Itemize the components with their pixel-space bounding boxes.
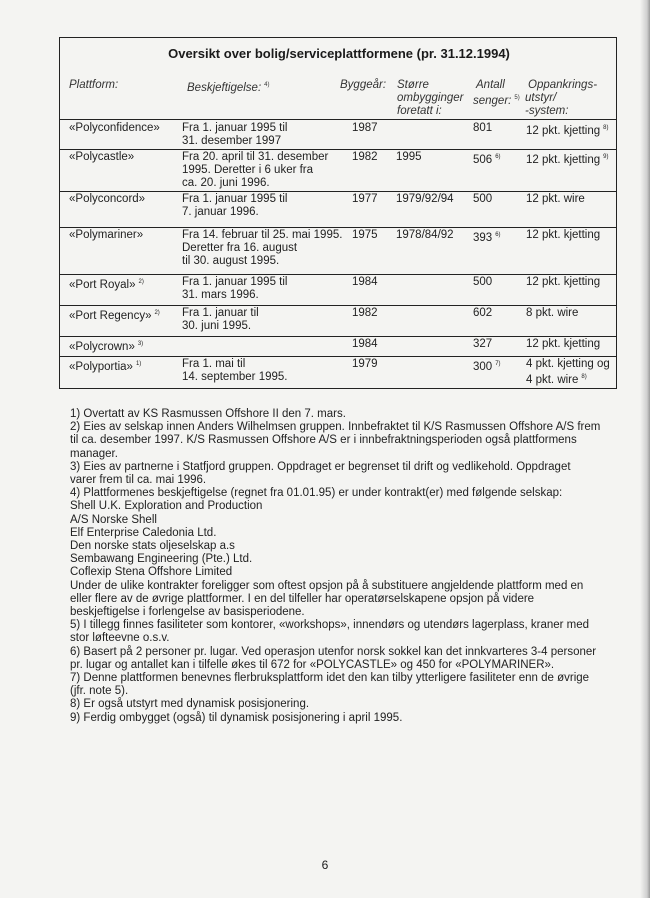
platform-name-text: «Polycrown» (69, 341, 135, 353)
built-year: 1984 (352, 276, 378, 288)
platform-footnote-ref: 2) (154, 310, 160, 316)
mooring-line (526, 122, 609, 138)
bed-count (473, 358, 501, 374)
mooring-line (526, 193, 585, 206)
mooring-line-text: 4 pkt. kjetting og (526, 358, 610, 370)
footnote-line: stor løfteevne o.s.v. (70, 632, 170, 645)
mooring-system (526, 229, 600, 242)
mooring-line-text: 4 pkt. wire (526, 374, 579, 386)
mooring-line-text: 12 pkt. wire (526, 193, 585, 205)
footnote-line: 3) Eies av partnerne i Statfjord gruppen. Oppdraget er begrenset til drift og vedlikehold. Oppdraget (70, 460, 571, 473)
employment-line: Fra 1. januar 1995 til (182, 276, 288, 288)
footnote-line: Shell U.K. Exploration and Production (70, 500, 263, 513)
mooring-line (526, 276, 600, 289)
employment-line: Deretter fra 16. august (182, 242, 298, 254)
table-rule (60, 149, 616, 150)
employment-period (182, 276, 287, 302)
built-year: 1984 (352, 338, 378, 350)
footnote-line: Coflexip Stena Offshore Limited (70, 566, 233, 579)
bed-count-text: 327 (473, 338, 493, 350)
bed-count-text: 300 (473, 361, 493, 373)
footnote-line: A/S Norske Shell (70, 513, 157, 526)
table-rule (60, 274, 616, 275)
bed-count (473, 229, 501, 245)
footnote (70, 712, 620, 725)
beds-footnote-ref: 6) (495, 232, 501, 238)
platform-name (69, 151, 134, 164)
platform-name-text: «Polyconcord» (69, 193, 146, 205)
bed-count (473, 122, 492, 135)
footnote (70, 646, 620, 672)
page-number: 6 (321, 858, 329, 872)
footnote (70, 672, 620, 698)
platform-name-text: «Polycastle» (69, 151, 135, 163)
employment-line: 31. mars 1996. (182, 289, 259, 301)
mooring-system (526, 276, 600, 289)
platform-name (69, 193, 145, 206)
footnote-line: Sembawang Engineering (Pte.) Ltd. (70, 553, 253, 566)
footnote-line: Den norske stats oljeselskap a.s (70, 540, 235, 553)
table-rule (60, 336, 616, 337)
footnote-line: Under de ulike kontrakter foreligger som oftest opsjon på å substituere angjeldende plattform med en (70, 579, 584, 592)
mooring-footnote-ref: 8) (581, 374, 587, 380)
bed-count (473, 151, 501, 167)
footnote-line: 6) Basert på 2 personer pr. lugar. Ved operasjon utenfor norsk sokkel kan det innkvarteres 3-4 personer (70, 645, 597, 658)
mooring-line-text: 12 pkt. kjetting (526, 125, 601, 137)
employment-line: Fra 1. mai til (182, 358, 246, 370)
platform-name-text: «Polyconfidence» (69, 122, 160, 134)
header-built: Byggeår: (340, 79, 387, 91)
header-platform: Plattform: (69, 79, 119, 91)
employment-line: Fra 1. januar 1995 til (182, 193, 288, 205)
beds-footnote-ref: 7) (495, 361, 501, 367)
footnotes (70, 408, 620, 725)
table-title: Oversikt over bolig/serviceplattformene (pr. 31.12.1994) (168, 46, 510, 61)
rebuild-years: 1979/92/94 (396, 193, 454, 205)
bed-count-text: 801 (473, 122, 493, 134)
bed-count-text: 602 (473, 307, 493, 319)
bed-count (473, 307, 492, 320)
footnote (70, 487, 620, 619)
employment-period (182, 307, 259, 333)
bed-count (473, 338, 492, 351)
footnote-line: manager. (70, 447, 118, 460)
table-rule (60, 388, 616, 389)
employment-line: Fra 14. februar til 25. mai 1995. (182, 229, 343, 241)
mooring-system (526, 122, 609, 138)
platform-footnote-ref: 1) (135, 361, 142, 367)
employment-period (182, 193, 287, 219)
platform-name-text: «Polyportia» (69, 361, 133, 373)
table-rule (60, 356, 616, 357)
footnote (70, 408, 620, 421)
footnote-line: (jfr. note 5). (70, 685, 129, 698)
mooring-line-text: 12 pkt. kjetting (526, 276, 601, 288)
platform-name (69, 338, 143, 354)
platform-name-text: «Port Royal» (69, 279, 136, 291)
footnote-line: 9) Ferdig ombygget (også) til dynamisk posisjonering i april 1995. (70, 711, 403, 724)
employment-line: Fra 1. januar til (182, 307, 259, 319)
table-rule (60, 305, 616, 306)
mooring-footnote-ref: 9) (603, 154, 609, 160)
bed-count (473, 193, 492, 206)
employment-period (182, 151, 328, 190)
footnote-line: beskjeftigelse i forlengelse av basisperiodene. (70, 606, 305, 619)
header-rebuild: Større ombygginger foretatt i: (397, 79, 464, 117)
footnote (70, 421, 620, 461)
table-rule (60, 191, 616, 192)
bed-count (473, 276, 492, 289)
footnote-line: 1) Overtatt av KS Rasmussen Offshore II den 7. mars. (70, 408, 346, 420)
built-year: 1982 (352, 151, 378, 163)
page-edge-shadow (640, 0, 650, 898)
header-beds: Antall senger: $^{5)}$ (473, 79, 520, 107)
built-year: 1975 (352, 229, 378, 241)
mooring-system (526, 338, 600, 351)
mooring-line (526, 338, 600, 351)
platform-footnote-ref: 2) (138, 279, 144, 285)
employment-line: Fra 1. januar 1995 til (182, 122, 288, 134)
header-employment: Beskjeftigelse: $^{4)}$ (187, 82, 270, 94)
footnote-line: 5) I tillegg finnes fasiliteter som kontorer, «workshops», innendørs og utendørs lagerplass, kraner med (70, 619, 590, 632)
footnote-line: 7) Denne plattformen benevnes flerbruksplattform idet den kan tilby ytterligere fasiliteter enn de øvrige (70, 672, 590, 685)
footnote (70, 698, 620, 711)
rebuild-years: 1978/84/92 (396, 229, 454, 241)
mooring-line-text: 12 pkt. kjetting (526, 338, 601, 350)
mooring-line (526, 229, 600, 242)
built-year: 1977 (352, 193, 378, 205)
built-year: 1987 (352, 122, 378, 134)
footnote-line: 8) Er også utstyrt med dynamisk posisjonering. (70, 698, 310, 711)
mooring-system (526, 358, 610, 387)
employment-line: ca. 20. juni 1996. (182, 177, 270, 189)
platform-footnote-ref: 3) (137, 341, 144, 347)
mooring-system (526, 193, 585, 206)
platform-table (59, 37, 617, 389)
table-rule (60, 119, 616, 120)
bed-count-text: 393 (473, 232, 493, 244)
bed-count-text: 500 (473, 276, 493, 288)
footnote-line: pr. lugar og antallet kan i tilfelle økes til 672 for «POLYCASTLE» og 450 for «POLYMARINER». (70, 658, 555, 671)
platform-name-text: «Port Regency» (69, 310, 152, 322)
rebuild-years: 1995 (396, 151, 422, 163)
platform-name (69, 122, 160, 135)
employment-period (182, 358, 288, 384)
mooring-line (526, 371, 610, 387)
footnote (70, 461, 620, 487)
footnote-line: 2) Eies av selskap innen Anders Wilhelmsen gruppen. Innbefraktet til K/S Rasmussen Offshore A/S frem (70, 421, 601, 434)
mooring-line (526, 358, 610, 371)
employment-period (182, 122, 287, 148)
built-year: 1979 (352, 358, 378, 370)
footnote (70, 619, 620, 645)
footnote-line: 4) Plattformenes beskjeftigelse (regnet fra 01.01.95) er under kontrakt(er) med følgende selskap: (70, 487, 563, 500)
header-mooring: Oppankrings- utstyr/ -system: (525, 79, 598, 117)
mooring-line (526, 151, 609, 167)
footnote-line: Elf Enterprise Caledonia Ltd. (70, 526, 217, 539)
platform-name (69, 358, 141, 374)
platform-name (69, 307, 160, 323)
built-year: 1982 (352, 307, 378, 319)
platform-name (69, 276, 144, 292)
employment-line: 31. desember 1997 (182, 135, 282, 147)
mooring-footnote-ref: 8) (603, 125, 609, 131)
employment-line: 30. juni 1995. (182, 320, 252, 332)
mooring-line (526, 307, 578, 320)
employment-line: til 30. august 1995. (182, 255, 280, 267)
beds-footnote-ref: 6) (495, 154, 501, 160)
bed-count-text: 506 (473, 154, 493, 166)
mooring-system (526, 151, 609, 167)
mooring-line-text: 12 pkt. kjetting (526, 229, 601, 241)
employment-line: 14. september 1995. (182, 371, 288, 383)
footnote-line: varer frem til ca. mai 1996. (70, 474, 207, 487)
mooring-line-text: 12 pkt. kjetting (526, 154, 601, 166)
table-rule (60, 227, 616, 228)
platform-name (69, 229, 143, 242)
mooring-system (526, 307, 578, 320)
footnote-line: eller flere av de øvrige plattformer. I en del tilfeller har operatørselskapene opsjon på videre (70, 592, 535, 605)
employment-line: 1995. Deretter i 6 uker fra (182, 164, 314, 176)
platform-name-text: «Polymariner» (69, 229, 144, 241)
employment-line: Fra 20. april til 31. desember (182, 151, 329, 163)
bed-count-text: 500 (473, 193, 493, 205)
employment-period (182, 229, 342, 268)
footnote-line: til ca. desember 1997. K/S Rasmussen Offshore A/S er i innbefraktningsperioden også plattformens (70, 434, 577, 447)
employment-line: 7. januar 1996. (182, 206, 259, 218)
mooring-line-text: 8 pkt. wire (526, 307, 579, 319)
